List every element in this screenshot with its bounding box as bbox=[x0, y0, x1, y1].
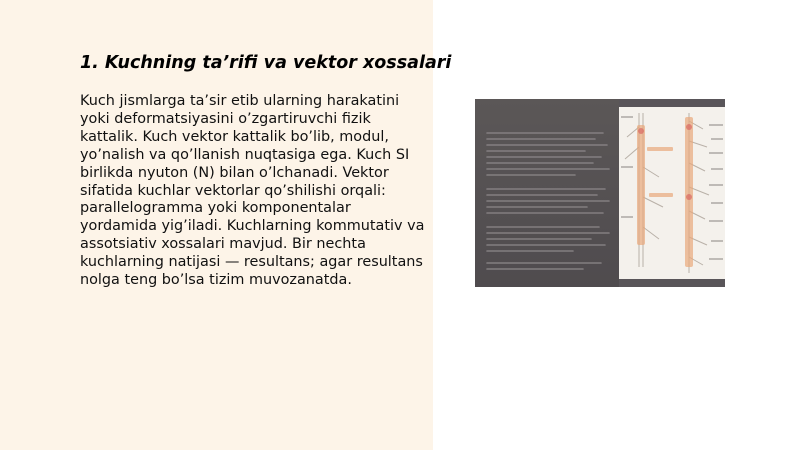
figure-dark-text-panel bbox=[475, 99, 619, 287]
body-paragraph: Kuch jismlarga ta’sir etib ularning harakatini yoki deformatsiyasini o’zgartiruvchi fizik kattalik. Kuch vektor kattalik bo’lib, modul, yo’nalish va qo’llanish nuqtasiga ega. Kuch SI birlikda nyuton (N) bilan o’lchanadi. Vektor sifatida kuchlar vektorlar qo’shilishi orqali: parallelogramma yoki komponentalar yordamida yig’iladi. Kuchlarning kommutativ va assotsiativ xossalari mavjud. Bir nechta kuchlarning natijasi — resultans; agar resultans nolga teng bo’lsa tizim muvozanatda. bbox=[80, 93, 425, 289]
slide-figure-image bbox=[475, 99, 725, 287]
figure-diagram bbox=[619, 107, 725, 279]
figure-blurred-text-lines bbox=[475, 99, 619, 287]
figure-diagram-panel bbox=[619, 107, 725, 279]
slide-title: 1. Kuchning ta’rifi va vektor xossalari bbox=[80, 53, 452, 73]
